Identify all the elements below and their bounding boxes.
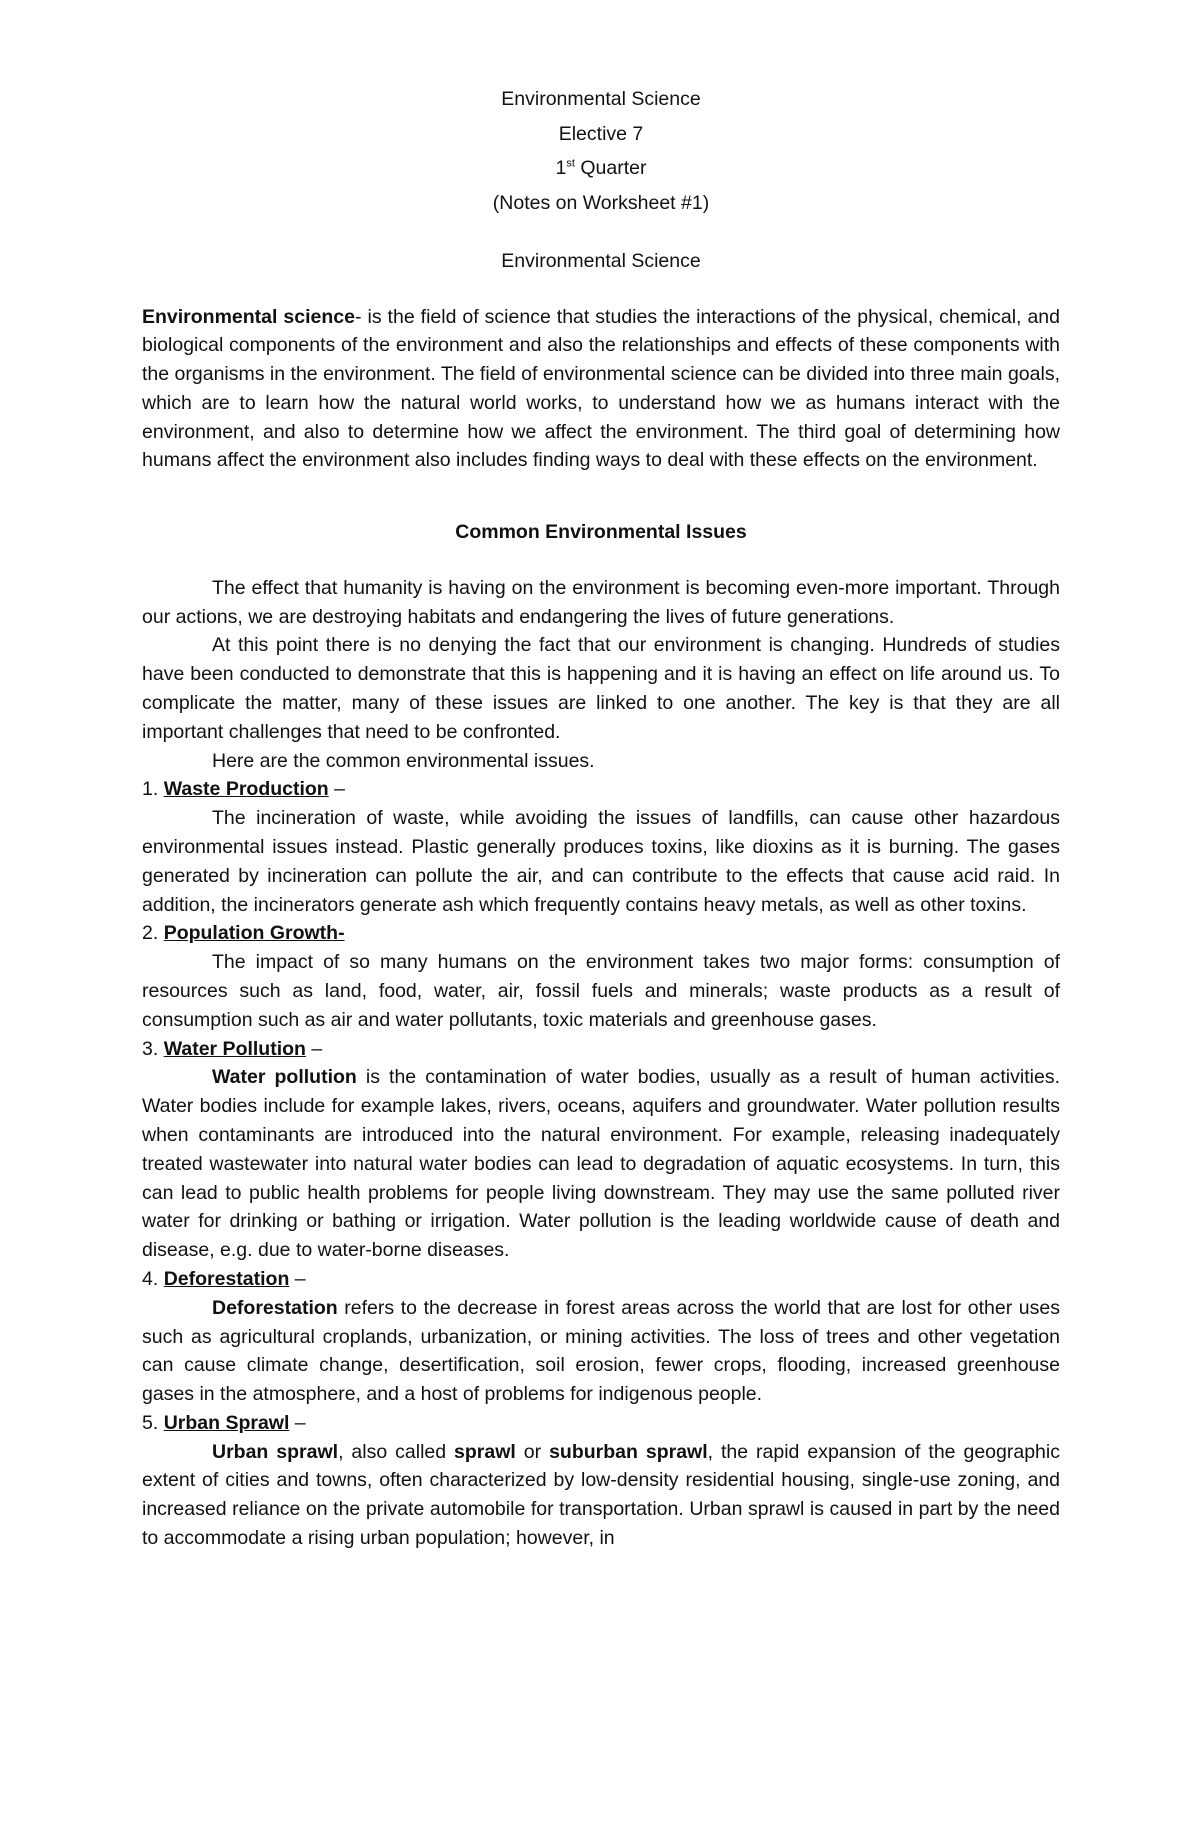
- issues-intro-paragraph-3: Here are the common environmental issues.: [212, 749, 595, 772]
- issues-intro-paragraph-1: The effect that humanity is having on the environment is becoming even-more important. Through our actions, we are destroying habitats and endangering the lives of future generations.: [142, 576, 1060, 628]
- definition-paragraph: [142, 303, 1060, 476]
- definition-body: - is the field of science that studies the interactions of the physical, chemical, and biological components of the environment and also the relationships and effects of these components with the organisms in the environment. The field of environmental science can be divided into three main goals, which are to learn how the natural world works, to understand how we as humans interact with the environment, and also to determine how we affect the environment. The third goal of determining how humans affect the environment also includes finding ways to deal with these effects on the environment.: [142, 305, 1060, 472]
- issue-title-deforestation: 4. Deforestation –: [142, 1267, 306, 1290]
- document-content: [142, 82, 1060, 1553]
- issue-title-urban-sprawl: 5. Urban Sprawl –: [142, 1411, 306, 1434]
- quarter-ordinal: st: [566, 157, 575, 170]
- definition-term: Environmental science: [142, 305, 355, 328]
- issue-title-waste-production: 1. Waste Production –: [142, 778, 345, 801]
- issue-body-population-growth: The impact of so many humans on the environment takes two major forms: consumption of resources such as land, food, water, air, fossil fuels and minerals; waste products as a result of consumption such as air and water pollutants, toxic materials and greenhouse gases.: [142, 951, 1060, 1031]
- issue-title-water-pollution: 3. Water Pollution –: [142, 1037, 323, 1060]
- issues-intro-paragraph-2: At this point there is no denying the fact that our environment is changing. Hundreds of studies have been conducted to demonstrate that this is happening and it is having an effect on life around us. To complicate the matter, many of these issues are linked to one another. The key is that they are all important challenges that need to be confronted.: [142, 634, 1060, 743]
- issue-body-deforestation: Deforestation refers to the decrease in forest areas across the world that are lost for other uses such as agricultural croplands, urbanization, or mining activities. The loss of trees and other vegetation can cause climate change, desertification, soil erosion, fewer crops, flooding, increased greenhouse gases in the atmosphere, and a host of problems for indigenous people.: [142, 1296, 1060, 1406]
- doc-notes-label: (Notes on Worksheet #1): [492, 191, 710, 214]
- issue-body-waste-production: The incineration of waste, while avoiding the issues of landfills, can cause other hazardous environmental issues instead. Plastic generally produces toxins, like dioxins as it is burning. The gases generated by incineration can pollute the air, and can contribute to the effects that cause acid raid. In addition, the incinerators generate ash which frequently contains heavy metals, as well as other toxins.: [142, 807, 1060, 916]
- issue-body-water-pollution: Water pollution is the contamination of water bodies, usually as a result of human activities. Water bodies include for example lakes, rivers, oceans, aquifers and groundwater. Water pollution results when contaminants are introduced into the natural environment. For example, releasing inadequately treated wastewater into natural water bodies can lead to degradation of aquatic ecosystems. In turn, this can lead to public health problems for people living downstream. They may use the same polluted river water for drinking or bathing or irrigation. Water pollution is the leading worldwide cause of death and disease, e.g. due to water-borne diseases.: [142, 1066, 1060, 1262]
- issue-title-population-growth: 2. Population Growth-: [142, 922, 345, 945]
- doc-title: Environmental Science: [501, 88, 701, 110]
- section-heading-common-issues: Common Environmental Issues: [455, 521, 747, 544]
- quarter-number: 1: [555, 157, 567, 179]
- doc-quarter: [142, 151, 1060, 186]
- section-heading-environmental-science: Environmental Science: [501, 250, 701, 272]
- doc-subtitle: Elective 7: [558, 122, 644, 145]
- quarter-label: Quarter: [574, 157, 647, 179]
- issue-body-urban-sprawl: Urban sprawl, also called sprawl or suburban sprawl, the rapid expansion of the geographic extent of cities and towns, often characterized by low-density residential housing, single-use zoning, and increased reliance on the private automobile for transportation. Urban sprawl is caused in part by the need to accommodate a rising urban population; however, in: [142, 1440, 1060, 1550]
